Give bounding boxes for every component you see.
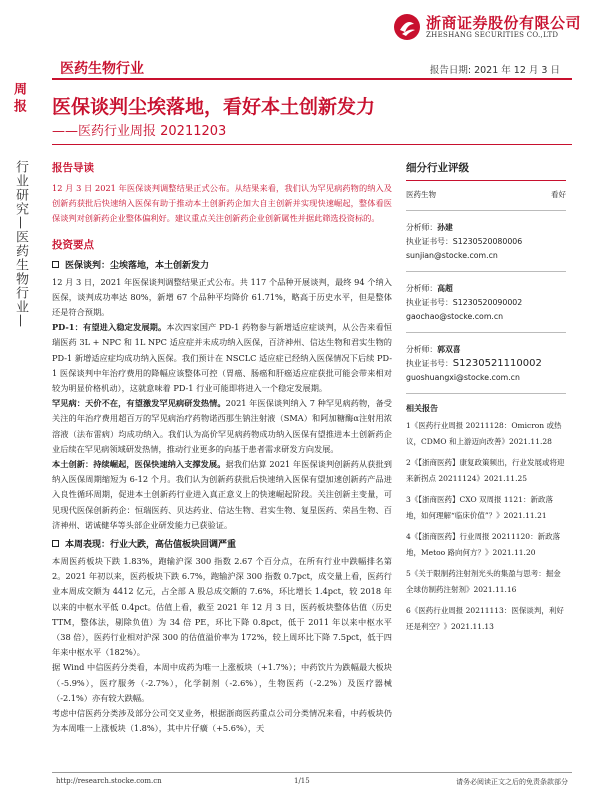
page-number: 1/15: [294, 777, 310, 785]
analyst-card: [406, 272, 566, 333]
paragraph-rare-disease: [52, 396, 392, 457]
analyst-card: [406, 333, 566, 394]
analyst-cert-label: 执业证书号：: [406, 359, 453, 368]
analyst-cert: 执业证书号：S1230520080006: [406, 237, 523, 246]
report-date: 报告日期: 2021 年 12 月 3 日: [429, 65, 560, 76]
paragraph-body: 据我们估算 2021 年医保谈判创新药从获批到纳入医保周期缩短为 6-12 个月。我们认为创新药获批后快速纳入医保有望加速创新药产品进入良性循环周期，促进本土创新药行业进入真正意义上的快速崛起阶段。关注创新主变量，可见现代医保创新药企：恒瑞医药、贝达药业、信达生物、君实生物、复星医药、荣昌生物、百济神州、诺诚健华等头部企业研发能力已获验证。: [52, 459, 392, 530]
analyst-cert: 执业证书号：S1230520090002: [406, 298, 523, 307]
analyst-title: 分析师：: [406, 284, 438, 293]
paragraph-lead: 本土创新：持续崛起，医保快速纳入支撑发展。: [52, 459, 226, 470]
main-column: [52, 160, 392, 737]
paragraph-body: 本次四家国产 PD-1 药物参与新增适应症谈判，从公告来看恒瑞医药 3L + NPC 和 1L NPC 适应症并未成功纳入医保，百济神州、信达生物和君实生物的 PD-1 新增适应症均成功纳入医保。我们预计在 NSCLC 适应症已经纳入医保情况下后续 PD-1 医保谈判中年治疗费用的降幅应该整体可控（胃癌、肠癌和肝癌适应症获批可能会带来相对较为明显价格机动），这就意味着 PD-1 行业可能即将进入一个稳定发展期。: [52, 322, 392, 394]
sidebar-category: 行业研究—医药生物行业—: [13, 160, 28, 328]
rating-grade: 看好: [551, 190, 566, 199]
highlights-heading: 投资要点: [52, 238, 94, 251]
header-rule: [52, 78, 572, 80]
related-heading: 相关报告: [406, 404, 438, 413]
analyst-name: 郭双喜: [437, 345, 461, 354]
bullet-square-icon: [52, 261, 59, 268]
sidebar-report-type: 周报: [11, 82, 26, 116]
analyst-name: 高超: [437, 284, 453, 293]
guide-heading: 报告导读: [52, 162, 94, 174]
related-report-item[interactable]: 1《医药行业周报 20211128：Omicron 或热议，CDMO 和上游迈向改善》2021.11.28: [406, 421, 562, 446]
paragraph-pd1: [52, 320, 392, 396]
analyst-title: 分析师：: [406, 345, 438, 354]
sector-label: 医药生物行业: [60, 61, 144, 77]
paragraph: 本周医药板块下跌 1.83%，跑输沪深 300 指数 2.67 个百分点，在所有行业中跌幅排名第 2。2021 年初以来，医药板块下跌 6.7%，跑输沪深 300 指数 0.7pct，成交量上看，医药行业本周成交额为 4412 亿元，占全部 A 股总成交额的 7.6%，环比增长 1.4pct，较 2018 年以来的中枢水平低 0.4pct。估值上看，截至 2021 年 12 月 3 日，医药板块整体估值（历史 TTM，整体法，剔除负值）为 34 倍 PE，环比下降 0.8pct，低于 2011 年以来中枢水平（38 倍），医药行业相对沪深 300 的估值溢价率为 172%，较上周环比下降 7.5pct，低于四年来中枢水平（182%）。: [52, 556, 392, 658]
footer-rule: [52, 772, 572, 773]
bullet-medical-insurance: [52, 258, 392, 271]
analyst-email[interactable]: guoshuangxi@stocke.com.cn: [406, 373, 520, 382]
related-report-item[interactable]: 3《【浙商医药】CXO 双周报 1121：新政落地，如何理解“临床价值”？》2021.11.21: [406, 495, 553, 520]
bullet-label: 本周表现：行业大跌，高估值板块回调严重: [65, 540, 237, 551]
page-title: 医保谈判尘埃落地，看好本土创新发力: [52, 96, 376, 118]
guide-text: 12 月 3 日 2021 年医保谈判调整结果正式公布。从结果来看，我们认为罕见病药物的纳入及创新药获批后快速纳入医保有助于推动本土创新药企加大自主创新并实现快速崛起，整体看医保谈判对创新药企业整体偏利好。建议重点关注创新药企业创新属性并据此筛选投资标的。: [52, 183, 392, 224]
related-report-item[interactable]: 5《关于限制药注射剂光头的集盈与思考：掘金全球仿制药注射剂》2021.11.16: [406, 569, 561, 594]
page-subtitle: ——医药行业周报 20211203: [52, 124, 227, 139]
analyst-cert-number: S1230521110002: [452, 358, 542, 369]
related-report-item[interactable]: 6《医药行业周报 20211113：医保谈判，利好还是利空？》2021.11.13: [406, 606, 564, 631]
paragraph: 12 月 3 日，2021 年医保谈判调整结果正式公布。共 117 个品种开展谈判，最终 94 个纳入医保，谈判成功率达 80%，新增 67 个品种平均降价 61.71%，略高于历史水平，但是整体还是符合预期。: [52, 276, 392, 318]
paragraph: 考虑中信医药分类涉及部分公司交叉业务，根据浙商医药重点公司分类情况来看，中药板块仍为本周唯一上涨板块（1.8%），其中片仔癀（+5.6%），天: [52, 708, 392, 734]
paragraph: 据 Wind 中信医药分类看，本周中成药为唯一上涨板块（+1.7%）；中药饮片为跌幅最大板块（-5.9%），医疗服务（-2.7%），化学制剂（-2.6%），生物医药（-2.2%）及医疗器械（-2.1%）亦有较大跌幅。: [52, 662, 392, 703]
analyst-title: 分析师：: [406, 223, 438, 232]
title-rule: [52, 144, 572, 145]
rating-industry: 医药生物: [406, 190, 436, 199]
paragraph-local-innovation: [52, 457, 392, 533]
analyst-email[interactable]: gaochao@stocke.com.cn: [406, 312, 504, 321]
footer-url[interactable]: http://research.stocke.com.cn: [56, 777, 162, 785]
paragraph-lead: PD-1：有望进入稳定发展期。: [52, 322, 167, 333]
rating-row: [406, 181, 566, 211]
related-report-item[interactable]: 2《【浙商医药】康复政策频出，行业发展或将迎来新拐点 20211124》2021.11.25: [406, 458, 565, 483]
logo-emblem-icon: [392, 12, 422, 42]
bullet-square-icon: [52, 540, 59, 547]
analyst-card: [406, 211, 566, 272]
bullet-label: 医保谈判：尘埃落地，本土创新发力: [65, 260, 210, 271]
analyst-email[interactable]: sunjian@stocke.com.cn: [406, 251, 498, 260]
side-column: [406, 160, 566, 640]
company-logo: [392, 10, 592, 46]
paragraph-body: 2021 年医保谈判纳入 7 种罕见病药物，备受关注的年治疗费用超百万的罕见病治疗药物诺西那生钠注射液（SMA）和阿加糖酶α注射用浓溶液（法布雷病）均成功纳入。我们认为高价罕见病药物成功纳入医保有望推进本土创新药企业后续在罕见病领域研发热情，推动行业更多的向基于患者需求研发方向发展。: [52, 398, 392, 454]
related-report-item[interactable]: 4《【浙商医药】行业周报 20211120：新政落地，Metoo 路向何方？》2021.11.20: [406, 532, 561, 557]
logo-text-en: ZHESHANG SECURITIES CO.,LTD: [426, 31, 559, 39]
analyst-name: 孙建: [437, 223, 453, 232]
bullet-weekly-performance: [52, 537, 392, 550]
paragraph-lead: 罕见病：天价不在，有望激发罕见病研发热情。: [52, 398, 226, 409]
logo-text-cn: 浙商证券股份有限公司: [426, 14, 582, 32]
rating-heading: 细分行业评级: [406, 160, 566, 181]
disclaimer-note: 请务必阅读正文之后的免责条款部分: [456, 778, 568, 786]
